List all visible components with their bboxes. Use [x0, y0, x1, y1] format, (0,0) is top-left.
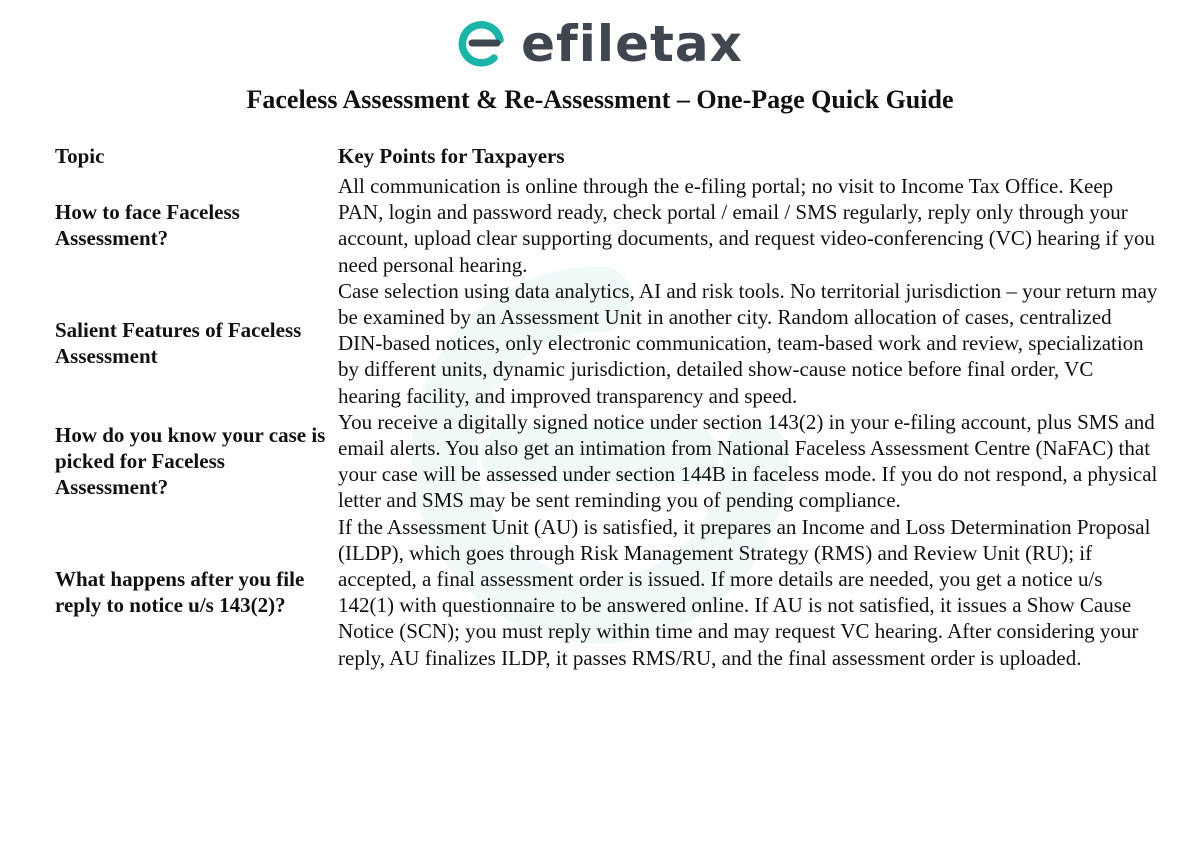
e-arc-icon	[457, 19, 507, 69]
table-row	[51, 409, 1161, 514]
table-row	[51, 278, 1161, 409]
table-header-row	[51, 143, 1161, 173]
key-points-cell: All communication is online through the e-filing portal; no visit to Income Tax Office. Keep PAN, login and password ready, check portal / email / SMS regularly, reply only through your account, upload clear supporting documents, and request video-conferencing (VC) hearing if you need personal hearing.	[338, 174, 1155, 277]
column-header-topic: Topic	[55, 144, 105, 168]
table-row	[51, 514, 1161, 671]
key-points-cell: You receive a digitally signed notice under section 143(2) in your e-filing account, plus SMS and email alerts. You also get an intimation from National Faceless Assessment Centre (NaFAC) that your case will be assessed under section 144B in faceless mode. If you do not respond, a physical letter and SMS may be sent reminding you of pending compliance.	[338, 409, 1158, 513]
topic-cell: What happens after you file reply to notice u/s 143(2)?	[55, 567, 305, 618]
logo-text: efiletax	[521, 15, 743, 73]
key-points-cell: Case selection using data analytics, AI and risk tools. No territorial jurisdiction – your return may be examined by an Assessment Unit in another city. Random allocation of cases, centralized DIN-based notices, only electronic communication, team-based work and review, specialization by different units, dynamic jurisdiction, detailed show-cause notice before final order, VC hearing facility, and improved transparency and speed.	[338, 278, 1158, 408]
topic-cell: How to face Faceless Assessment?	[55, 200, 240, 251]
logo	[0, 16, 1200, 72]
column-header-key-points: Key Points for Taxpayers	[338, 144, 565, 168]
topic-cell: Salient Features of Faceless Assessment	[55, 318, 302, 369]
key-points-cell: If the Assessment Unit (AU) is satisfied, it prepares an Income and Loss Determination Proposal (ILDP), which goes through Risk Management Strategy (RMS) and Review Unit (RU); if accepted, a final assessment order is issued. If more details are needed, you get a notice u/s 142(1) with questionnaire to be answered online. If AU is not satisfied, it issues a Show Cause Notice (SCN); you must reply within time and may request VC hearing. After considering your reply, AU finalizes ILDP, it passes RMS/RU, and the final assessment order is uploaded.	[338, 514, 1151, 670]
guide-table	[51, 143, 1161, 671]
topic-cell: How do you know your case is picked for Faceless Assessment?	[55, 423, 326, 500]
page-title: Faceless Assessment & Re-Assessment – One-Page Quick Guide	[246, 85, 954, 114]
table-row	[51, 173, 1161, 278]
